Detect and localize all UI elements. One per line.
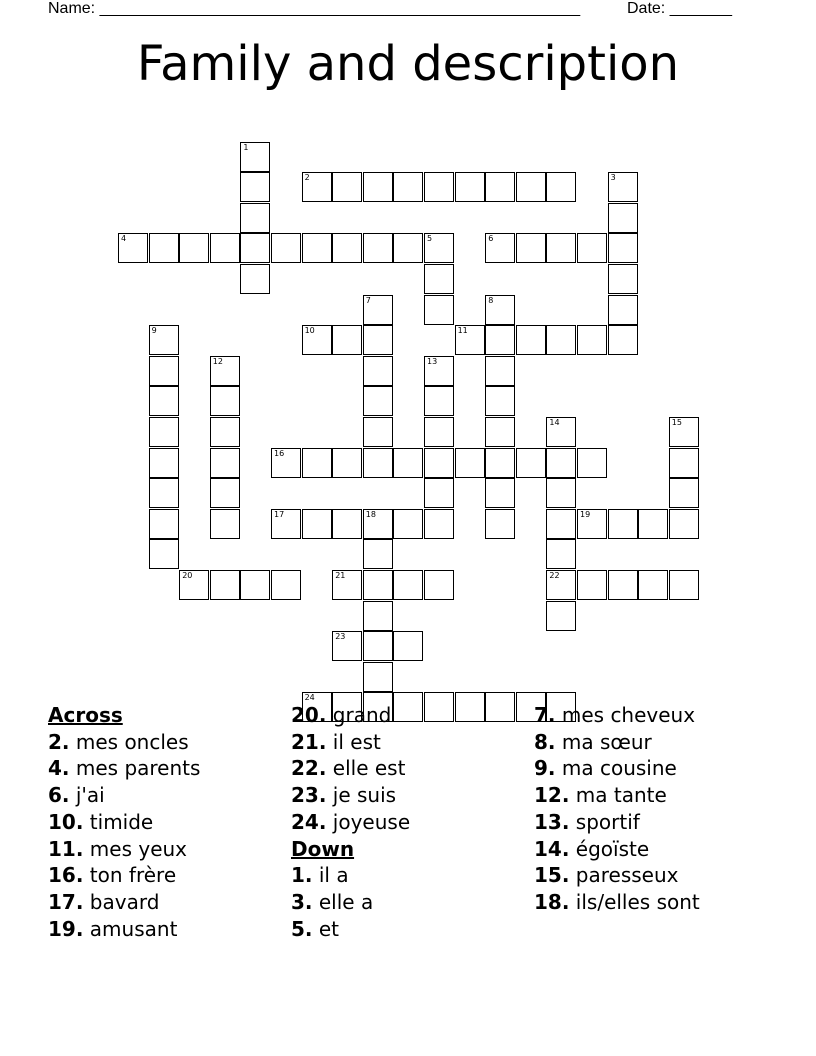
crossword-cell[interactable] [455, 692, 485, 722]
crossword-cell[interactable] [210, 570, 240, 600]
date-field-label: Date: _______ [627, 0, 732, 17]
clue-number: 24. [291, 809, 327, 834]
clue-number: 13. [534, 809, 570, 834]
crossword-cell[interactable] [210, 417, 240, 447]
crossword-cell[interactable] [332, 509, 362, 539]
crossword-cell[interactable] [546, 172, 576, 202]
crossword-cell[interactable] [485, 478, 515, 508]
clue-number: 2 [304, 173, 310, 183]
clue-item [48, 916, 200, 943]
clue-number: 1. [291, 863, 313, 888]
clue-number: 4 [121, 234, 127, 244]
crossword-cell[interactable] [669, 509, 699, 539]
clue-item [291, 755, 410, 782]
crossword-cell[interactable] [179, 233, 209, 263]
crossword-cell[interactable] [546, 233, 576, 263]
crossword-cell[interactable] [332, 570, 362, 600]
crossword-cell[interactable] [363, 662, 393, 692]
crossword-cell[interactable] [332, 631, 362, 661]
across-heading: Across [48, 703, 123, 727]
crossword-cell[interactable] [577, 448, 607, 478]
crossword-cell[interactable] [149, 448, 179, 478]
clue-list-down-1 [291, 862, 410, 942]
clue-number: 19. [48, 916, 84, 941]
clue-text: j'ai [75, 783, 105, 808]
clue-number: 5. [291, 916, 313, 941]
clue-number: 24 [304, 693, 315, 703]
crossword-cell[interactable] [363, 570, 393, 600]
clue-number: 10. [48, 809, 84, 834]
clue-column-3 [534, 702, 700, 916]
crossword-cell[interactable] [149, 478, 179, 508]
crossword-cell[interactable] [608, 295, 638, 325]
clue-number: 2. [48, 729, 70, 754]
clue-number: 14. [534, 836, 570, 861]
clue-number: 18. [534, 889, 570, 914]
crossword-cell[interactable] [271, 233, 301, 263]
clue-text: bavard [89, 889, 160, 914]
crossword-cell[interactable] [149, 233, 179, 263]
clue-number: 18 [365, 509, 376, 519]
clue-item [534, 862, 700, 889]
clue-text: paresseux [575, 863, 679, 888]
clue-item [291, 809, 410, 836]
crossword-cell[interactable] [393, 631, 423, 661]
clue-text: égoïste [575, 836, 650, 861]
crossword-cell[interactable] [577, 509, 607, 539]
clue-item [48, 755, 200, 782]
clue-item [534, 702, 700, 729]
crossword-cell[interactable] [332, 448, 362, 478]
crossword-cell[interactable] [516, 172, 546, 202]
clue-number: 17. [48, 889, 84, 914]
crossword-cell[interactable] [608, 325, 638, 355]
clue-text: ton frère [89, 863, 177, 888]
clue-item [48, 782, 200, 809]
clue-number: 8. [534, 729, 556, 754]
crossword-cell[interactable] [669, 417, 699, 447]
crossword-cell[interactable] [485, 509, 515, 539]
clue-item [534, 755, 700, 782]
crossword-cell[interactable] [149, 509, 179, 539]
clue-item [291, 889, 410, 916]
clue-column-1 [48, 702, 200, 942]
crossword-cell[interactable] [516, 448, 546, 478]
clue-list-across-2 [291, 702, 410, 836]
crossword-cell[interactable] [302, 509, 332, 539]
clue-number: 11 [457, 326, 468, 336]
clue-item [291, 702, 410, 729]
crossword-cell[interactable] [363, 386, 393, 416]
clue-number: 3. [291, 889, 313, 914]
crossword-cell[interactable] [210, 448, 240, 478]
crossword-cell[interactable] [332, 172, 362, 202]
clue-text: timide [89, 809, 154, 834]
crossword-cell[interactable] [118, 233, 148, 263]
crossword-cell[interactable] [424, 264, 454, 294]
clue-text: mes cheveux [561, 703, 696, 727]
crossword-cell[interactable] [393, 570, 423, 600]
clue-number: 15. [534, 863, 570, 888]
clue-number: 9. [534, 756, 556, 781]
crossword-cell[interactable] [363, 295, 393, 325]
clue-item [534, 809, 700, 836]
crossword-cell[interactable] [455, 172, 485, 202]
clue-text: ma sœur [561, 729, 652, 754]
clue-text: je suis [332, 783, 397, 808]
clue-number: 7 [365, 295, 371, 305]
clue-item [48, 862, 200, 889]
crossword-cell[interactable] [210, 386, 240, 416]
crossword-cell[interactable] [546, 539, 576, 569]
crossword-cell[interactable] [363, 509, 393, 539]
crossword-cell[interactable] [424, 233, 454, 263]
crossword-cell[interactable] [424, 172, 454, 202]
crossword-cell[interactable] [149, 386, 179, 416]
crossword-cell[interactable] [608, 570, 638, 600]
clue-item [48, 809, 200, 836]
crossword-cell[interactable] [608, 203, 638, 233]
crossword-cell[interactable] [363, 325, 393, 355]
clue-text: sportif [575, 809, 640, 834]
crossword-cell[interactable] [393, 233, 423, 263]
clue-item [48, 889, 200, 916]
crossword-cell[interactable] [546, 325, 576, 355]
crossword-cell[interactable] [424, 386, 454, 416]
crossword-cell[interactable] [424, 478, 454, 508]
clue-column-2 [291, 702, 410, 942]
crossword-cell[interactable] [240, 264, 270, 294]
clue-text: mes oncles [75, 729, 189, 754]
clue-text: et [318, 916, 340, 941]
crossword-cell[interactable] [271, 509, 301, 539]
clue-number: 20 [182, 571, 193, 580]
page-title: Family and description [136, 36, 680, 92]
clue-number: 21 [335, 571, 346, 580]
crossword-cell[interactable] [546, 601, 576, 631]
crossword-cell[interactable] [393, 448, 423, 478]
crossword-cell[interactable] [424, 509, 454, 539]
crossword-cell[interactable] [546, 509, 576, 539]
clue-item [534, 782, 700, 809]
crossword-cell[interactable] [455, 325, 485, 355]
crossword-cell[interactable] [363, 233, 393, 263]
clue-text: ma cousine [561, 756, 677, 781]
crossword-cell[interactable] [577, 325, 607, 355]
clue-text: mes parents [75, 756, 201, 781]
clue-number: 22 [549, 571, 560, 580]
crossword-cell[interactable] [424, 356, 454, 386]
clue-number: 22. [291, 756, 327, 781]
crossword-cell[interactable] [485, 448, 515, 478]
crossword-cell[interactable] [302, 233, 332, 263]
crossword-cell[interactable] [240, 203, 270, 233]
crossword-cell[interactable] [608, 233, 638, 263]
crossword-cell[interactable] [485, 325, 515, 355]
crossword-cell[interactable] [638, 570, 668, 600]
crossword-cell[interactable] [210, 509, 240, 539]
crossword-cell[interactable] [546, 478, 576, 508]
crossword-cell[interactable] [332, 325, 362, 355]
crossword-cell[interactable] [271, 570, 301, 600]
crossword-cell[interactable] [424, 570, 454, 600]
clue-text: il a [318, 863, 349, 888]
crossword-cell[interactable] [546, 448, 576, 478]
clue-item [534, 836, 700, 863]
crossword-cell[interactable] [608, 264, 638, 294]
crossword-cell[interactable] [363, 601, 393, 631]
crossword-cell[interactable] [516, 325, 546, 355]
clue-number: 5 [427, 234, 433, 244]
crossword-cell[interactable] [424, 417, 454, 447]
clue-number: 4. [48, 756, 70, 781]
name-field-label: Name: ______________________________________________________ [48, 0, 581, 17]
crossword-cell[interactable] [240, 172, 270, 202]
clue-number: 10 [304, 326, 315, 336]
clue-text: ma tante [575, 783, 667, 808]
clue-text: mes yeux [89, 836, 188, 861]
clue-list-down-2 [534, 702, 700, 916]
clue-number: 19 [580, 509, 591, 519]
clue-text: ils/elles sont [575, 889, 700, 914]
crossword-cell[interactable] [363, 448, 393, 478]
crossword-cell[interactable] [546, 417, 576, 447]
crossword-cell[interactable] [271, 448, 301, 478]
crossword-cell[interactable] [485, 233, 515, 263]
clue-item [534, 889, 700, 916]
crossword-cell[interactable] [240, 142, 270, 172]
clue-item [48, 729, 200, 756]
clue-number: 8 [488, 295, 494, 305]
clue-text: amusant [89, 916, 178, 941]
clue-number: 14 [549, 418, 560, 427]
crossword-cell[interactable] [332, 233, 362, 263]
crossword-cell[interactable] [485, 172, 515, 202]
crossword-cell[interactable] [638, 509, 668, 539]
clue-item [291, 916, 410, 943]
crossword-cell[interactable] [240, 570, 270, 600]
crossword-cell[interactable] [485, 417, 515, 447]
crossword-cell[interactable] [669, 478, 699, 508]
clue-number: 9 [151, 326, 157, 336]
clue-text: grand [332, 703, 392, 727]
crossword-cell[interactable] [149, 356, 179, 386]
crossword-cell[interactable] [516, 233, 546, 263]
clue-number: 17 [274, 509, 285, 519]
clue-item [291, 782, 410, 809]
crossword-cell[interactable] [363, 172, 393, 202]
clue-number: 3 [610, 173, 616, 183]
clue-number: 6. [48, 783, 70, 808]
clue-number: 12. [534, 783, 570, 808]
crossword-cell[interactable] [608, 172, 638, 202]
clue-number: 20. [291, 703, 327, 727]
crossword-cell[interactable] [302, 325, 332, 355]
crossword-cell[interactable] [485, 356, 515, 386]
crossword-cell[interactable] [393, 509, 423, 539]
crossword-cell[interactable] [363, 417, 393, 447]
crossword-cell[interactable] [149, 325, 179, 355]
clue-item [291, 729, 410, 756]
clue-text: elle a [318, 889, 374, 914]
crossword-cell[interactable] [210, 478, 240, 508]
clue-number: 16 [274, 448, 285, 458]
crossword-cell[interactable] [240, 233, 270, 263]
clue-number: 16. [48, 863, 84, 888]
crossword-cell[interactable] [546, 570, 576, 600]
clue-list-across-1 [48, 729, 200, 943]
crossword-cell[interactable] [577, 233, 607, 263]
crossword-cell[interactable] [669, 448, 699, 478]
clue-item [291, 862, 410, 889]
crossword-cell[interactable] [424, 295, 454, 325]
crossword-cell[interactable] [577, 570, 607, 600]
clue-number: 21. [291, 729, 327, 754]
crossword-cell[interactable] [424, 692, 454, 722]
clue-text: il est [332, 729, 381, 754]
clue-text: elle est [332, 756, 406, 781]
crossword-cell[interactable] [363, 539, 393, 569]
crossword-cell[interactable] [485, 386, 515, 416]
clue-number: 15 [671, 418, 682, 427]
down-heading: Down [291, 836, 355, 861]
clue-number: 12 [212, 356, 223, 366]
crossword-cell[interactable] [485, 295, 515, 325]
crossword-cell[interactable] [149, 539, 179, 569]
clue-item [48, 836, 200, 863]
clue-item [534, 729, 700, 756]
clue-text: joyeuse [332, 809, 411, 834]
clue-number: 13 [427, 356, 438, 366]
crossword-cell[interactable] [179, 570, 209, 600]
clue-number: 23. [291, 783, 327, 808]
clue-number: 23 [335, 632, 346, 642]
crossword-cell[interactable] [424, 448, 454, 478]
clue-number: 6 [488, 234, 494, 244]
crossword-cell[interactable] [393, 172, 423, 202]
clue-number: 7. [534, 703, 556, 727]
clue-number: 11. [48, 836, 84, 861]
crossword-cell[interactable] [149, 417, 179, 447]
crossword-cell[interactable] [485, 692, 515, 722]
crossword-cell[interactable] [210, 356, 240, 386]
crossword-cell[interactable] [669, 570, 699, 600]
crossword-cell[interactable] [210, 233, 240, 263]
crossword-cell[interactable] [302, 172, 332, 202]
crossword-cell[interactable] [455, 448, 485, 478]
crossword-cell[interactable] [363, 631, 393, 661]
crossword-cell[interactable] [302, 448, 332, 478]
crossword-cell[interactable] [363, 356, 393, 386]
clue-number: 1 [243, 142, 249, 152]
crossword-cell[interactable] [608, 509, 638, 539]
